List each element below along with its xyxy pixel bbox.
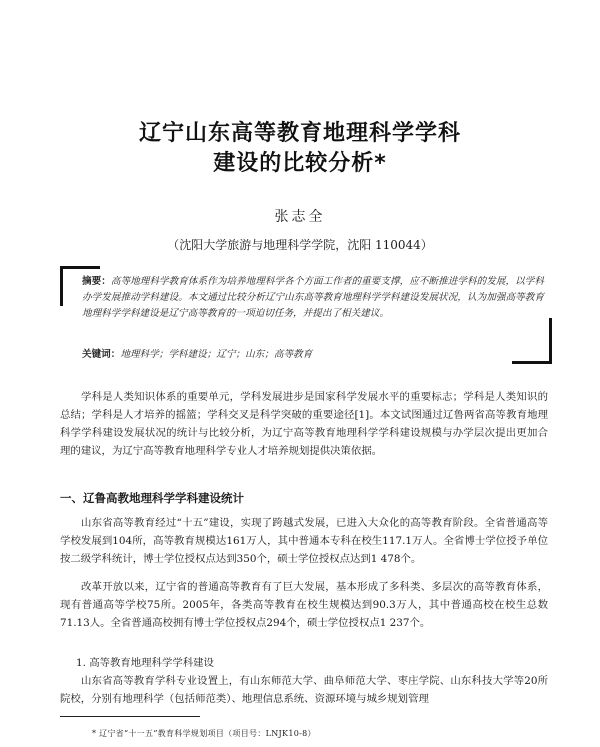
frame-corner-right — [549, 318, 552, 364]
title-line-2: 建设的比较分析* — [213, 151, 387, 176]
footnote-rule — [60, 716, 200, 717]
section-heading: 一、辽鲁高教地理科学学科建设统计 — [60, 491, 244, 505]
keywords — [82, 347, 544, 363]
abstract-text: 高等地理科学教育体系作为培养地理科学各个方面工作者的重要支撑，应不断推进学科的发展，以学科办学发展推动学科建设。本文通过比较分析辽宁山东高等教育地理科学学科建设发展状况，认为加强高等教育地理科学学科建设是辽宁高等教育的一项迫切任务，并提出了相关建议。 — [82, 276, 545, 319]
intro-paragraph: 学科是人类知识体系的重要单元，学科发展进步是国家科学发展水平的重要标志；学科是人类知识的总结；学科是人才培养的摇篮；学科交叉是科学突破的重要途径[1]。本文试图通过辽鲁两省高等教育地理科学学科建设发展状况的统计与比较分析，为辽宁高等教育地理科学学科建设规模与办学层次提出更加合理的建议，为辽宁高等教育地理科学专业人才培养规划提供决策依据。 — [60, 391, 548, 457]
affiliation: （沈阳大学旅游与地理科学学院，沈阳 110044） — [167, 238, 433, 252]
subsection-heading: 1. 高等教育地理科学学科建设 — [76, 657, 214, 669]
frame-corner-left — [60, 266, 63, 306]
title-line-1: 辽宁山东高等教育地理科学学科 — [138, 121, 461, 146]
keywords-label: 关键词： — [82, 349, 121, 360]
shandong-paragraph: 山东省高等教育经过“十五”建设，实现了跨越式发展，已进入大众化的高等教育阶段。全省普通高等学校发展到104所，高等教育规模达161万人，其中普通本专科在校生117.1万人。全省博士学位授予单位按二级学科统计，博士学位授权点达到350个，硕士学位授权点达到1 478个。 — [60, 517, 548, 565]
discipline-paragraph: 山东省高等教育学科专业设置上，有山东师范大学、曲阜师范大学、枣庄学院、山东科技大学等20所院校，分别有地理科学（包括师范类）、地理信息系统、资源环境与城乡规划管理 — [60, 675, 548, 705]
liaoning-paragraph: 改革开放以来，辽宁省的普通高等教育有了巨大发展，基本形成了多科类、多层次的高等教育体系，现有普通高等学校75所。2005年，各类高等教育在校生规模达到90.3万人，其中普通高校在校生总数71.13人。全省普通高校拥有博士学位授权点294个，硕士学位授权点1 237个。 — [60, 581, 548, 629]
abstract — [82, 274, 544, 322]
abstract-label: 摘要： — [82, 276, 111, 287]
author: 张志全 — [274, 209, 326, 225]
footnote: * 辽宁省“十一五”教育科学规划项目（项目号：LNJK10-8） — [92, 729, 316, 738]
keywords-text: 地理科学；学科建设；辽宁；山东；高等教育 — [120, 349, 313, 360]
frame-corner-top — [60, 266, 100, 269]
